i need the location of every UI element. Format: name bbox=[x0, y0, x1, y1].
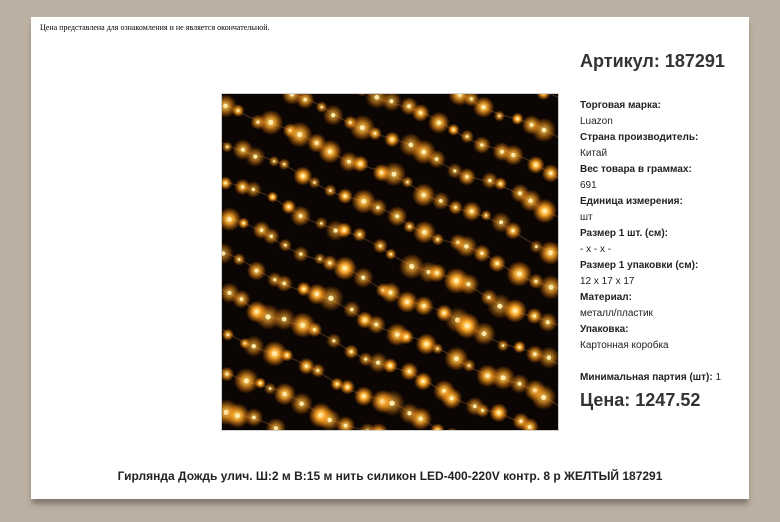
led-bulb bbox=[517, 271, 522, 276]
led-bulb bbox=[376, 206, 380, 210]
led-bulb bbox=[241, 185, 244, 188]
led-bulb bbox=[359, 162, 362, 165]
led-bulb bbox=[374, 132, 377, 135]
led-bulb bbox=[331, 113, 335, 117]
led-bulb bbox=[516, 118, 519, 121]
led-bulb bbox=[405, 300, 409, 304]
led-bulb bbox=[421, 193, 426, 198]
led-bulb bbox=[481, 409, 484, 412]
led-bulb bbox=[442, 311, 445, 314]
led-bulb bbox=[223, 104, 228, 109]
led-bulb bbox=[252, 188, 255, 191]
led-bulb bbox=[485, 214, 487, 216]
led-bulb bbox=[488, 179, 492, 183]
led-bulb bbox=[346, 386, 349, 389]
led-bulb bbox=[439, 199, 443, 203]
led-bulb bbox=[389, 291, 393, 295]
led-bulb bbox=[466, 135, 469, 138]
led-bulb bbox=[548, 250, 553, 255]
led-bulb bbox=[379, 245, 382, 248]
led-bulb bbox=[268, 120, 273, 125]
spec-label: Размер 1 упаковки (см): bbox=[580, 260, 699, 271]
led-bulb bbox=[235, 413, 240, 418]
led-bulb bbox=[299, 401, 304, 406]
led-bulb bbox=[549, 285, 554, 290]
led-bulb bbox=[238, 258, 241, 261]
led-bulb bbox=[299, 214, 303, 218]
spec-label: Материал: bbox=[580, 292, 632, 303]
led-bulb bbox=[436, 348, 438, 350]
led-bulb bbox=[499, 220, 503, 224]
price-value: 1247.52 bbox=[635, 390, 701, 410]
led-bulb bbox=[465, 175, 469, 179]
led-bulb bbox=[253, 155, 257, 159]
led-bulb bbox=[407, 370, 411, 374]
led-bulb bbox=[329, 189, 332, 192]
article-number bbox=[580, 51, 725, 72]
led-bulb bbox=[242, 222, 244, 224]
led-bulb bbox=[344, 195, 347, 198]
spec-value: 12 x 17 x 17 bbox=[580, 276, 635, 287]
led-bulb bbox=[421, 379, 425, 383]
led-bulb bbox=[518, 382, 522, 386]
led-bulb bbox=[244, 378, 249, 383]
led-bulb bbox=[343, 229, 346, 232]
led-bulb bbox=[541, 395, 546, 400]
spec-value: шт bbox=[580, 212, 593, 223]
led-bulb bbox=[350, 308, 354, 312]
price bbox=[580, 390, 700, 411]
led-bulb bbox=[499, 182, 502, 185]
led-bulb bbox=[495, 262, 499, 266]
led-bulb bbox=[528, 198, 533, 203]
led-bulb bbox=[319, 258, 321, 260]
spec-item-size bbox=[580, 227, 740, 259]
led-bulb bbox=[358, 233, 361, 236]
product-sheet bbox=[31, 17, 749, 499]
led-bulb bbox=[224, 182, 227, 185]
led-bulb bbox=[226, 146, 228, 148]
spec-unit bbox=[580, 195, 740, 227]
spec-weight bbox=[580, 163, 740, 195]
led-bulb bbox=[273, 160, 275, 162]
spec-country bbox=[580, 131, 740, 163]
led-bulb bbox=[498, 115, 500, 117]
led-bulb bbox=[407, 104, 411, 108]
led-bulb bbox=[390, 253, 392, 255]
led-bulb bbox=[282, 392, 287, 397]
led-bulb bbox=[511, 153, 515, 157]
led-bulb bbox=[421, 150, 426, 155]
led-bulb bbox=[501, 375, 506, 380]
led-bulb bbox=[364, 358, 367, 361]
led-bulb bbox=[547, 355, 552, 360]
led-bulb bbox=[343, 266, 348, 271]
led-bulb bbox=[541, 128, 546, 133]
led-bulb bbox=[297, 132, 302, 137]
led-bulb bbox=[453, 169, 456, 172]
led-bulb bbox=[485, 374, 490, 379]
led-bulb bbox=[392, 172, 397, 177]
led-bulb bbox=[464, 244, 469, 249]
spec-label: Торговая марка: bbox=[580, 100, 661, 111]
led-bulb bbox=[299, 252, 302, 255]
led-bulb bbox=[549, 171, 553, 175]
led-bulb bbox=[480, 143, 484, 147]
led-bulb bbox=[227, 291, 231, 295]
led-bulb bbox=[513, 308, 518, 313]
led-bulb bbox=[363, 318, 367, 322]
spec-value: металл/пластик bbox=[580, 308, 653, 319]
led-bulb bbox=[374, 323, 378, 327]
led-bulb bbox=[502, 344, 505, 347]
led-bulb bbox=[470, 97, 473, 100]
led-bulb bbox=[533, 352, 537, 356]
product-photo bbox=[221, 93, 559, 431]
led-bulb bbox=[302, 288, 305, 291]
spec-label: Вес товара в граммах: bbox=[580, 164, 692, 175]
min-party bbox=[580, 372, 721, 383]
led-bulb bbox=[482, 331, 487, 336]
led-bulb bbox=[408, 225, 411, 228]
led-bulb bbox=[313, 181, 316, 184]
led-bulb bbox=[419, 111, 423, 115]
led-bulb bbox=[534, 163, 538, 167]
led-bulb bbox=[395, 214, 399, 218]
spec-value: Luazon bbox=[580, 116, 613, 127]
led-bulb bbox=[259, 382, 261, 384]
led-bulb bbox=[272, 196, 274, 198]
led-bulb bbox=[424, 342, 428, 346]
led-bulb bbox=[533, 314, 536, 317]
price-disclaimer: Цена представлена для ознакомления и не является окончательной. bbox=[40, 23, 270, 32]
led-bulb bbox=[265, 314, 270, 319]
led-bulb bbox=[327, 418, 332, 423]
led-bulb bbox=[437, 121, 442, 126]
led-bulb bbox=[376, 361, 380, 365]
led-bulb bbox=[284, 244, 287, 247]
article-value: 187291 bbox=[664, 51, 725, 71]
led-bulb bbox=[422, 304, 426, 308]
led-bulb bbox=[534, 280, 537, 283]
led-bulb bbox=[260, 228, 264, 232]
product-title: Гирлянда Дождь улич. Ш:2 м В:15 м нить силикон LED-400-220V контр. 8 р ЖЕЛТЫЙ 187291 bbox=[117, 469, 663, 483]
led-bulb bbox=[303, 98, 307, 102]
specs-list bbox=[580, 99, 740, 355]
led-bulb bbox=[270, 235, 273, 238]
led-bulb bbox=[409, 264, 414, 269]
led-bulb bbox=[480, 252, 484, 256]
spec-value: - x - x - bbox=[580, 244, 612, 255]
led-bulb bbox=[328, 149, 333, 154]
led-bulb bbox=[347, 160, 351, 164]
led-bulb bbox=[497, 411, 501, 415]
led-bulb bbox=[321, 106, 323, 108]
spec-packaging bbox=[580, 323, 740, 355]
price-label: Цена: bbox=[580, 390, 631, 410]
led-bulb bbox=[336, 383, 339, 386]
led-bulb bbox=[361, 199, 366, 204]
spec-material bbox=[580, 291, 740, 323]
led-bulb bbox=[360, 125, 365, 130]
led-bulb bbox=[255, 269, 259, 273]
led-bulb bbox=[300, 323, 305, 328]
led-bulb bbox=[389, 364, 392, 367]
led-bulb bbox=[374, 95, 379, 100]
led-bulb bbox=[320, 222, 323, 225]
led-bulb bbox=[350, 350, 353, 353]
spec-value: 691 bbox=[580, 180, 597, 191]
led-bulb bbox=[287, 205, 290, 208]
led-bulb bbox=[272, 351, 277, 356]
led-bulb bbox=[497, 304, 502, 309]
led-bulb bbox=[542, 209, 547, 214]
led-bulb bbox=[535, 245, 538, 248]
led-bulb bbox=[454, 206, 457, 209]
led-bulb bbox=[241, 148, 245, 152]
led-bulb bbox=[436, 238, 439, 241]
led-bulb bbox=[252, 416, 256, 420]
led-bulb bbox=[422, 230, 427, 235]
led-bulb bbox=[301, 174, 305, 178]
led-bulb bbox=[518, 346, 521, 349]
led-bulb bbox=[389, 99, 393, 103]
min-party-label: Минимальная партия (шт): bbox=[580, 372, 713, 383]
led-bulb bbox=[466, 282, 470, 286]
led-bulb bbox=[282, 282, 286, 286]
led-bulb bbox=[418, 416, 423, 421]
led-bulb bbox=[328, 296, 333, 301]
spec-brand bbox=[580, 99, 740, 131]
spec-label: Единица измерения: bbox=[580, 196, 683, 207]
led-bulb bbox=[481, 105, 485, 109]
led-bulb bbox=[273, 278, 276, 281]
garland-lights-image bbox=[222, 94, 558, 430]
led-bulb bbox=[269, 387, 272, 390]
led-bulb bbox=[406, 181, 408, 183]
spec-label: Страна производитель: bbox=[580, 132, 699, 143]
led-bulb bbox=[227, 217, 232, 222]
led-bulb bbox=[511, 229, 515, 233]
led-bulb bbox=[225, 373, 228, 376]
led-bulb bbox=[283, 163, 285, 165]
led-bulb bbox=[227, 333, 230, 336]
led-bulb bbox=[391, 138, 394, 141]
led-bulb bbox=[286, 354, 289, 357]
led-bulb bbox=[240, 297, 244, 301]
led-bulb bbox=[315, 141, 319, 145]
led-bulb bbox=[282, 317, 287, 322]
led-bulb bbox=[454, 356, 459, 361]
led-bulb bbox=[332, 339, 335, 342]
led-bulb bbox=[305, 365, 308, 368]
spec-label: Размер 1 шт. (см): bbox=[580, 228, 668, 239]
led-bulb bbox=[546, 320, 550, 324]
led-bulb bbox=[362, 394, 366, 398]
led-bulb bbox=[344, 424, 348, 428]
min-party-value: 1 bbox=[715, 372, 722, 383]
led-bulb bbox=[316, 369, 319, 372]
led-bulb bbox=[452, 129, 454, 131]
led-bulb bbox=[435, 271, 439, 275]
led-bulb bbox=[408, 143, 413, 148]
article-label: Артикул: bbox=[580, 51, 660, 71]
led-bulb bbox=[528, 425, 532, 429]
led-bulb bbox=[361, 276, 365, 280]
led-bulb bbox=[468, 364, 471, 367]
led-bulb bbox=[252, 344, 256, 348]
led-bulb bbox=[389, 401, 394, 406]
led-bulb bbox=[470, 209, 474, 213]
led-bulb bbox=[328, 261, 331, 264]
spec-package-size bbox=[580, 259, 740, 291]
led-bulb bbox=[237, 109, 240, 112]
spec-value: Картонная коробка bbox=[580, 340, 669, 351]
led-bulb bbox=[435, 157, 439, 161]
led-bulb bbox=[465, 323, 470, 328]
led-bulb bbox=[313, 328, 316, 331]
spec-label: Упаковка: bbox=[580, 324, 629, 335]
led-bulb bbox=[449, 396, 453, 400]
spec-value: Китай bbox=[580, 148, 608, 159]
led-bulb bbox=[405, 335, 408, 338]
